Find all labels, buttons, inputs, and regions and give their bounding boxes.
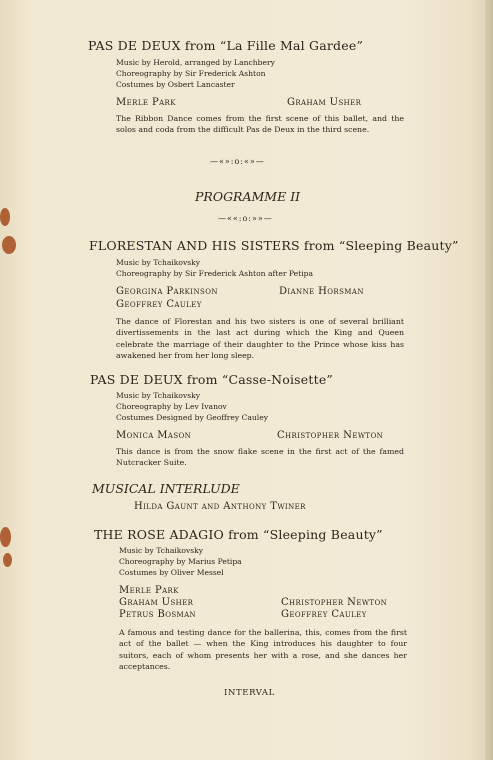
credit-line: Choreography by Sir Frederick Ashton after Petipa (116, 269, 314, 278)
section-ornament: —«»:o:«»— (210, 157, 265, 166)
credit-line: Costumes Designed by Geoffrey Cauley (116, 413, 269, 422)
credit-line: Choreography by Lev Ivanov (116, 402, 227, 411)
section-ornament: —««:o:»»— (218, 214, 273, 223)
rust-stain-bottom (3, 553, 12, 567)
dancer-name: Graham Usher (287, 97, 362, 108)
piece-description: This dance is from the snow flake scene in the first act of the famed Nutcracker Suite. (116, 447, 404, 468)
dancer-name: Merle Park (116, 97, 176, 108)
dancer-name: Christopher Newton (277, 430, 384, 441)
credit-line: Choreography by Marius Petipa (119, 557, 242, 566)
programme-heading: PROGRAMME II (195, 189, 301, 204)
piece-title: THE ROSE ADAGIO from “Sleeping Beauty” (94, 527, 383, 542)
credit-line: Music by Tchaikovsky (116, 391, 201, 400)
rust-stain-mid (2, 236, 16, 254)
credit-line: Choreography by Sir Frederick Ashton (116, 69, 266, 78)
page-fold-shadow (485, 0, 493, 760)
dancer-name: Dianne Horsman (279, 286, 364, 297)
dancer-name: Christopher Newton (281, 597, 388, 608)
piece-description: A famous and testing dance for the ballerina, this, comes from the first act of the ballet — when the King introduces his daughter to four suitors, each of whom presents her with a rose, and she dances her acceptances. (119, 628, 407, 672)
piece-title: FLORESTAN AND HIS SISTERS from “Sleeping Beauty” (89, 238, 459, 253)
interlude-performers: Hilda Gaunt and Anthony Twiner (134, 501, 306, 512)
interval-label: INTERVAL (224, 688, 275, 698)
dancer-name: Monica Mason (116, 430, 192, 441)
dancer-name: Georgina Parkinson (116, 286, 218, 297)
credit-line: Costumes by Osbert Lancaster (116, 80, 235, 89)
credit-line: Costumes by Oliver Messel (119, 568, 224, 577)
credit-line: Music by Tchaikovsky (119, 546, 204, 555)
dancer-name: Graham Usher (119, 597, 194, 608)
rust-stain-lower (0, 527, 11, 547)
dancer-name: Merle Park (119, 585, 179, 596)
piece-description: The dance of Florestan and his two sisters is one of several brilliant divertissements in the last act during which the King and Queen celebrate the marriage of their daughter to the Prince whose kiss has awakened her from her long sleep. (116, 317, 404, 361)
dancer-name: Geoffrey Cauley (116, 299, 202, 310)
piece-description: The Ribbon Dance comes from the first scene of this ballet, and the solos and coda from the difficult Pas de Deux in the third scene. (116, 114, 404, 135)
credit-line: Music by Tchaikovsky (116, 258, 201, 267)
dancer-name: Geoffrey Cauley (281, 609, 367, 620)
dancer-name: Petrus Bosman (119, 609, 197, 620)
rust-stain-top (0, 208, 10, 226)
interlude-title: MUSICAL INTERLUDE (92, 481, 240, 496)
piece-title: PAS DE DEUX from “Casse-Noisette” (90, 372, 334, 387)
credit-line: Music by Herold, arranged by Lanchbery (116, 58, 275, 67)
piece-title: PAS DE DEUX from “La Fille Mal Gardee” (88, 38, 364, 53)
